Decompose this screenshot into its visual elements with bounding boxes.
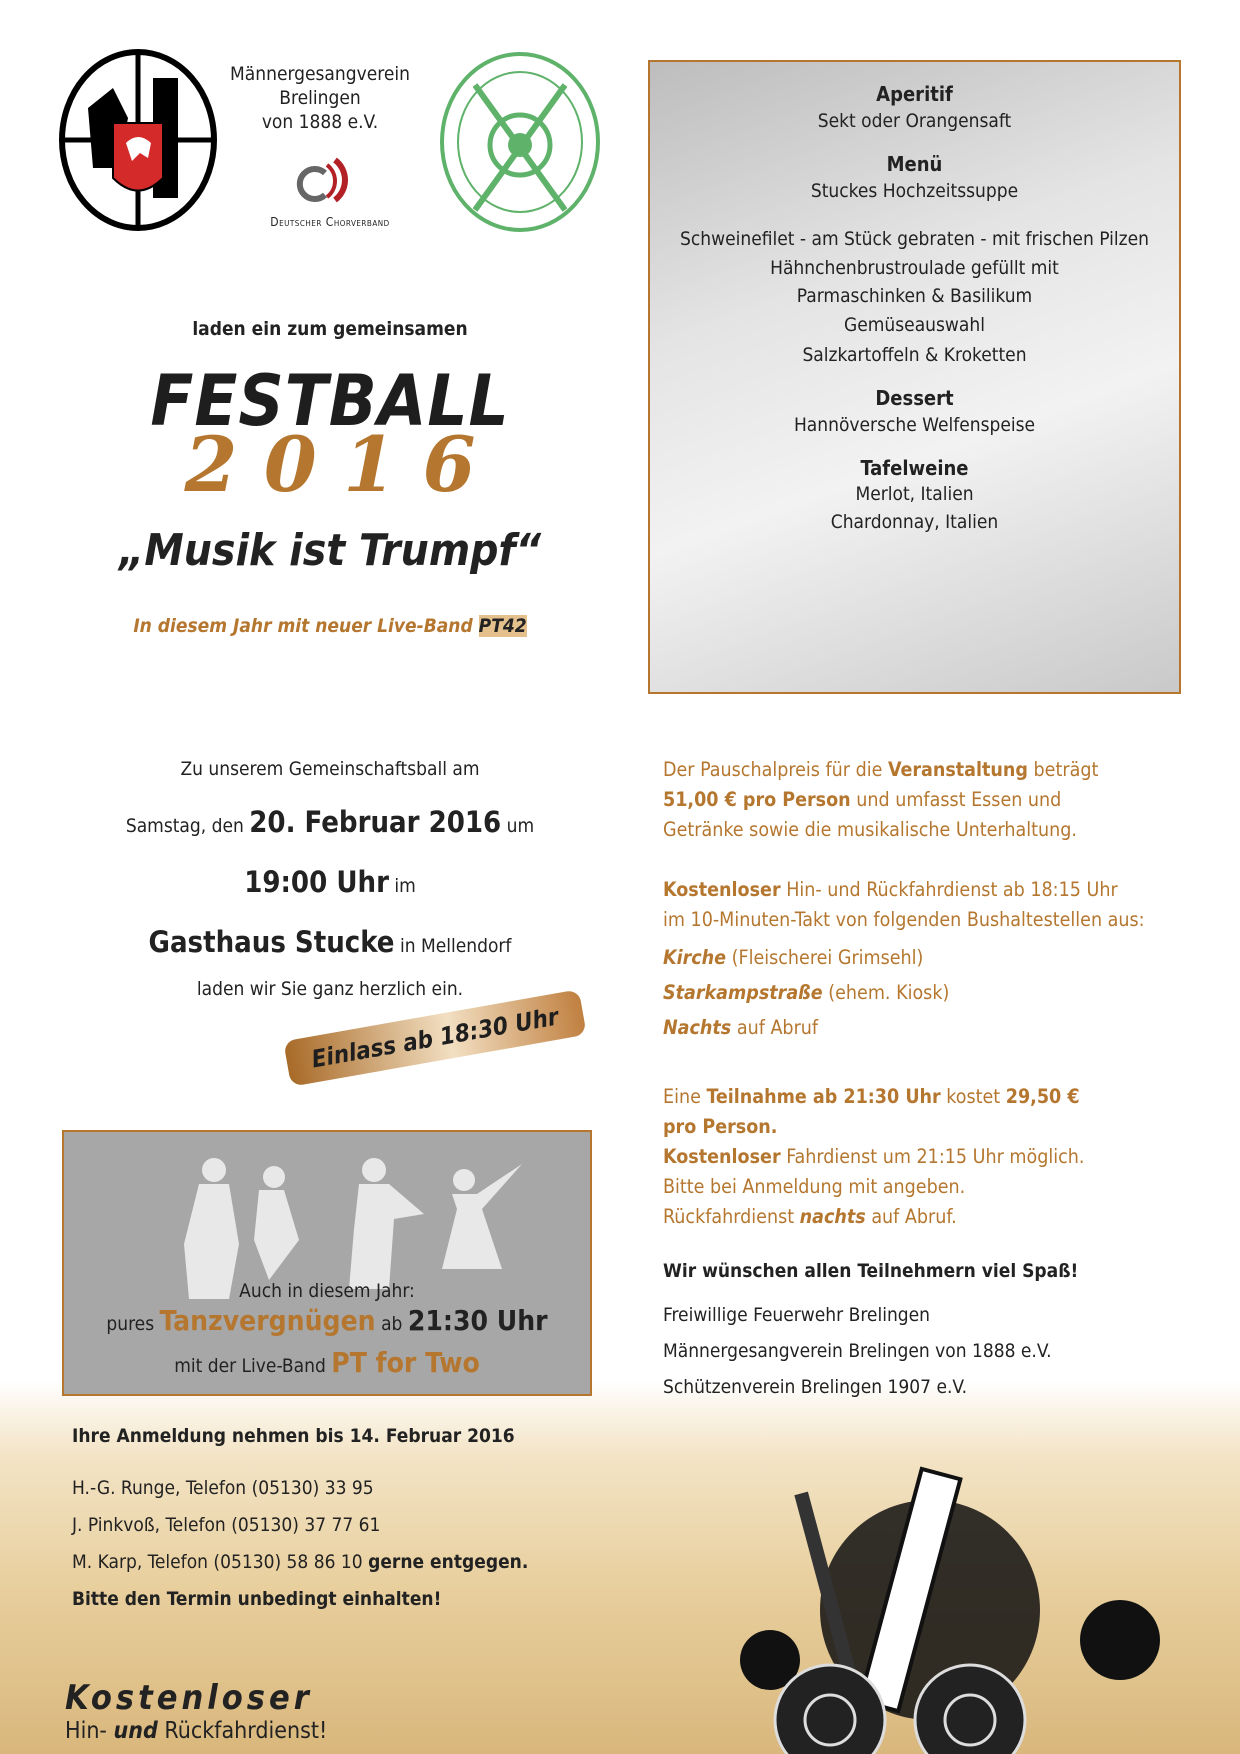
music-instruments-graphic: [650, 1410, 1240, 1754]
organizers-list: [663, 1297, 1052, 1405]
invite-line: Zu unserem Gemeinschaftsball am: [180, 758, 480, 780]
text: gerne entgegen.: [368, 1551, 529, 1573]
choir-name-line: Brelingen: [279, 87, 361, 109]
free-shuttle-title: Kostenloser: [65, 1678, 313, 1718]
free-shuttle-sub: [65, 1718, 327, 1744]
late-paragraph: [663, 1082, 1223, 1232]
menu-heading: Dessert: [875, 386, 954, 410]
dance-line: [64, 1304, 590, 1337]
contact: H.-G. Runge, Telefon (05130) 33 95: [72, 1477, 374, 1499]
registration-heading: Ihre Anmeldung nehmen bis 14. Februar 2016: [72, 1425, 515, 1447]
chorverband-logo-icon: [295, 155, 365, 210]
text: Kostenloser: [663, 1145, 781, 1168]
text: und umfasst Essen und: [856, 788, 1062, 811]
choir-name-line: von 1888 e.V.: [261, 111, 379, 133]
shooting-club-seal: [435, 45, 605, 235]
contact: J. Pinkvoß, Telefon (05130) 37 77 61: [72, 1514, 381, 1536]
menu-item: Parmaschinken & Basilikum: [796, 285, 1033, 307]
menu-heading: Aperitif: [876, 82, 953, 106]
text: ab: [381, 1313, 403, 1335]
text: (ehem. Kiosk): [828, 981, 950, 1004]
text: pures: [106, 1313, 155, 1335]
menu-item: Chardonnay, Italien: [830, 511, 999, 533]
text: Rückfahrdienst: [663, 1205, 795, 1228]
price-paragraph: [663, 755, 1223, 845]
invite-time-line: [60, 865, 600, 899]
text: in Mellendorf: [399, 935, 512, 957]
text: 29,50 €: [1005, 1085, 1080, 1108]
text: und: [113, 1718, 158, 1744]
text: um: [506, 815, 535, 837]
invite-venue-line: [60, 925, 600, 959]
organizer: Freiwillige Feuerwehr Brelingen: [663, 1304, 930, 1326]
menu-item: Sekt oder Orangensaft: [817, 110, 1012, 132]
text: Nachts: [663, 1016, 732, 1039]
text: Gasthaus Stucke: [148, 925, 395, 959]
text: 51,00 € pro Person: [663, 788, 851, 811]
menu-box: [648, 60, 1181, 694]
text: pro Person.: [663, 1115, 778, 1138]
text: PT for Two: [331, 1346, 480, 1379]
text: (Fleischerei Grimsehl): [731, 946, 924, 969]
menu-item: Hannöversche Welfenspeise: [793, 414, 1036, 436]
text: Teilnahme ab 21:30 Uhr: [706, 1085, 941, 1108]
menu-item: Stuckes Hochzeitssuppe: [810, 180, 1019, 202]
text: Kirche: [663, 946, 727, 969]
text: kostet: [946, 1085, 1001, 1108]
text: beträgt: [1033, 758, 1099, 781]
shuttle-paragraph: [663, 875, 1223, 1045]
text: Hin- und Rückfahrdienst ab 18:15 Uhr: [786, 878, 1118, 901]
chorverband-label: Deutscher Chorverband: [270, 215, 390, 229]
text: im 10-Minuten-Takt von folgenden Bushaltestellen aus:: [663, 908, 1145, 931]
event-year: 2 0 1 6: [184, 420, 476, 509]
text: Starkampstraße: [663, 981, 823, 1004]
menu-item: Schweinefilet - am Stück gebraten - mit frischen Pilzen: [680, 228, 1149, 250]
menu-item: Hähnchenbrustroulade gefüllt mit: [770, 257, 1059, 279]
organizer: Männergesangverein Brelingen von 1888 e.V.: [663, 1340, 1052, 1362]
text: Tanzvergnügen: [159, 1304, 376, 1337]
dance-line: Auch in diesem Jahr:: [239, 1280, 415, 1302]
organizer: Schützenverein Brelingen 1907 e.V.: [663, 1376, 968, 1398]
registration-contacts: [72, 1470, 528, 1618]
text: 19:00 Uhr: [244, 865, 389, 899]
intro-text: laden ein zum gemeinsamen: [192, 318, 468, 340]
text: Samstag, den: [125, 815, 244, 837]
band-note: [60, 615, 600, 637]
text: Getränke sowie die musikalische Unterhaltung.: [663, 818, 1077, 841]
text: auf Abruf.: [871, 1205, 957, 1228]
band-name: PT42: [478, 615, 527, 637]
text: Veranstaltung: [887, 758, 1028, 781]
text: im: [394, 875, 416, 897]
text: nachts: [799, 1205, 866, 1228]
text: mit der Live-Band: [174, 1355, 326, 1377]
text: 21:30 Uhr: [407, 1304, 548, 1337]
menu-item: Salzkartoffeln & Kroketten: [802, 344, 1027, 366]
text: Rückfahrdienst!: [164, 1718, 328, 1744]
dance-box: [62, 1130, 592, 1396]
menu-item: Merlot, Italien: [855, 483, 974, 505]
menu-heading: Menü: [886, 152, 943, 176]
fire-brigade-logo: [58, 48, 218, 233]
text: 20. Februar 2016: [249, 805, 502, 839]
wish-text: Wir wünschen allen Teilnehmern viel Spaß!: [663, 1260, 1079, 1282]
entry-time-badge: Einlass ab 18:30 Uhr: [283, 989, 586, 1086]
text: Der Pauschalpreis für die: [663, 758, 883, 781]
text: In diesem Jahr mit neuer Live-Band: [133, 615, 473, 637]
invite-line: laden wir Sie ganz herzlich ein.: [196, 978, 464, 1000]
text: Kostenloser: [663, 878, 781, 901]
text: Bitte bei Anmeldung mit angeben.: [663, 1175, 966, 1198]
event-title: FESTBALL: [150, 360, 510, 442]
text: Eine: [663, 1085, 701, 1108]
event-motto: „Musik ist Trumpf“: [118, 525, 542, 576]
menu-item: Gemüseauswahl: [844, 314, 985, 336]
dance-line: [64, 1346, 590, 1379]
text: Hin-: [65, 1718, 107, 1744]
text: auf Abruf: [736, 1016, 819, 1039]
contact: M. Karp, Telefon (05130) 58 86 10: [72, 1551, 363, 1573]
text: Fahrdienst um 21:15 Uhr möglich.: [786, 1145, 1085, 1168]
registration-note: Bitte den Termin unbedingt einhalten!: [72, 1588, 442, 1610]
invite-date-line: [60, 805, 600, 839]
choir-name-line: Männergesangverein: [230, 63, 410, 85]
menu-heading: Tafelweine: [860, 456, 969, 480]
